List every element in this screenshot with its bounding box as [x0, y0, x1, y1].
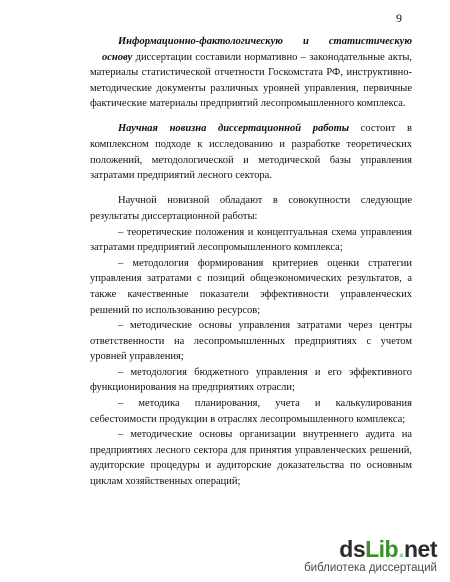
document-body: [90, 34, 412, 490]
list-item: – методические основы организации внутреннего аудита на предприятиях лесного сектора для принятия управленческих решений, аудиторские процедуры и аудиторские доказательства по основным циклам хозяйственных операций;: [90, 429, 412, 488]
watermark: [304, 535, 437, 575]
list-item: – теоретические положения и концептуальная схема управления затратами предприятий лесопромышленного комплекса;: [90, 226, 412, 254]
paragraph-heading-tail: основу: [102, 51, 133, 63]
paragraph-text: состоит в комплексном подходе к исследованию и разработке теоретических положений, методологической и методической базы управления затратами предприятий лесного сектора.: [90, 123, 412, 182]
page-number: 9: [396, 11, 402, 25]
list-item: – методика планирования, учета и калькулирования себестоимости продукции в отраслях лесопромышленного комплекса;: [90, 398, 412, 425]
list-item: – методология формирования критериев оценки стратегии управления затратами с позиций общеэкономических результатов, а также качественные показатели эффективности управленческих решений по использованию ресурсов;: [90, 257, 412, 316]
paragraph-heading: Научная новизна диссертационной работы: [118, 123, 350, 135]
paragraph-novelty: [90, 121, 412, 183]
list-item: – методология бюджетного управления и его эффективного функционирования на предприятиях отрасли;: [90, 366, 412, 394]
list-item: – методические основы управления затратами через центры ответственности на лесопромышленных предприятиях с учетом уровней управления;: [90, 320, 412, 363]
watermark-tagline: библиотека диссертаций: [304, 561, 437, 574]
paragraph-sources: [90, 34, 412, 112]
watermark-logo: dsLib.net: [339, 535, 437, 562]
paragraph-results-intro: Научной новизной обладают в совокупности следующие результаты диссертационной работы:: [90, 195, 412, 222]
paragraph-text: диссертации составили нормативно – законодательные акты, материалы статистической отчетности Госкомстата РФ, инструктивно- методические документы различных уровней управления, первичные фактические материалы предприятий лесопромышленного комплекса.: [90, 51, 412, 110]
paragraph-heading: Информационно-фактологическую и статистическую: [118, 36, 412, 47]
